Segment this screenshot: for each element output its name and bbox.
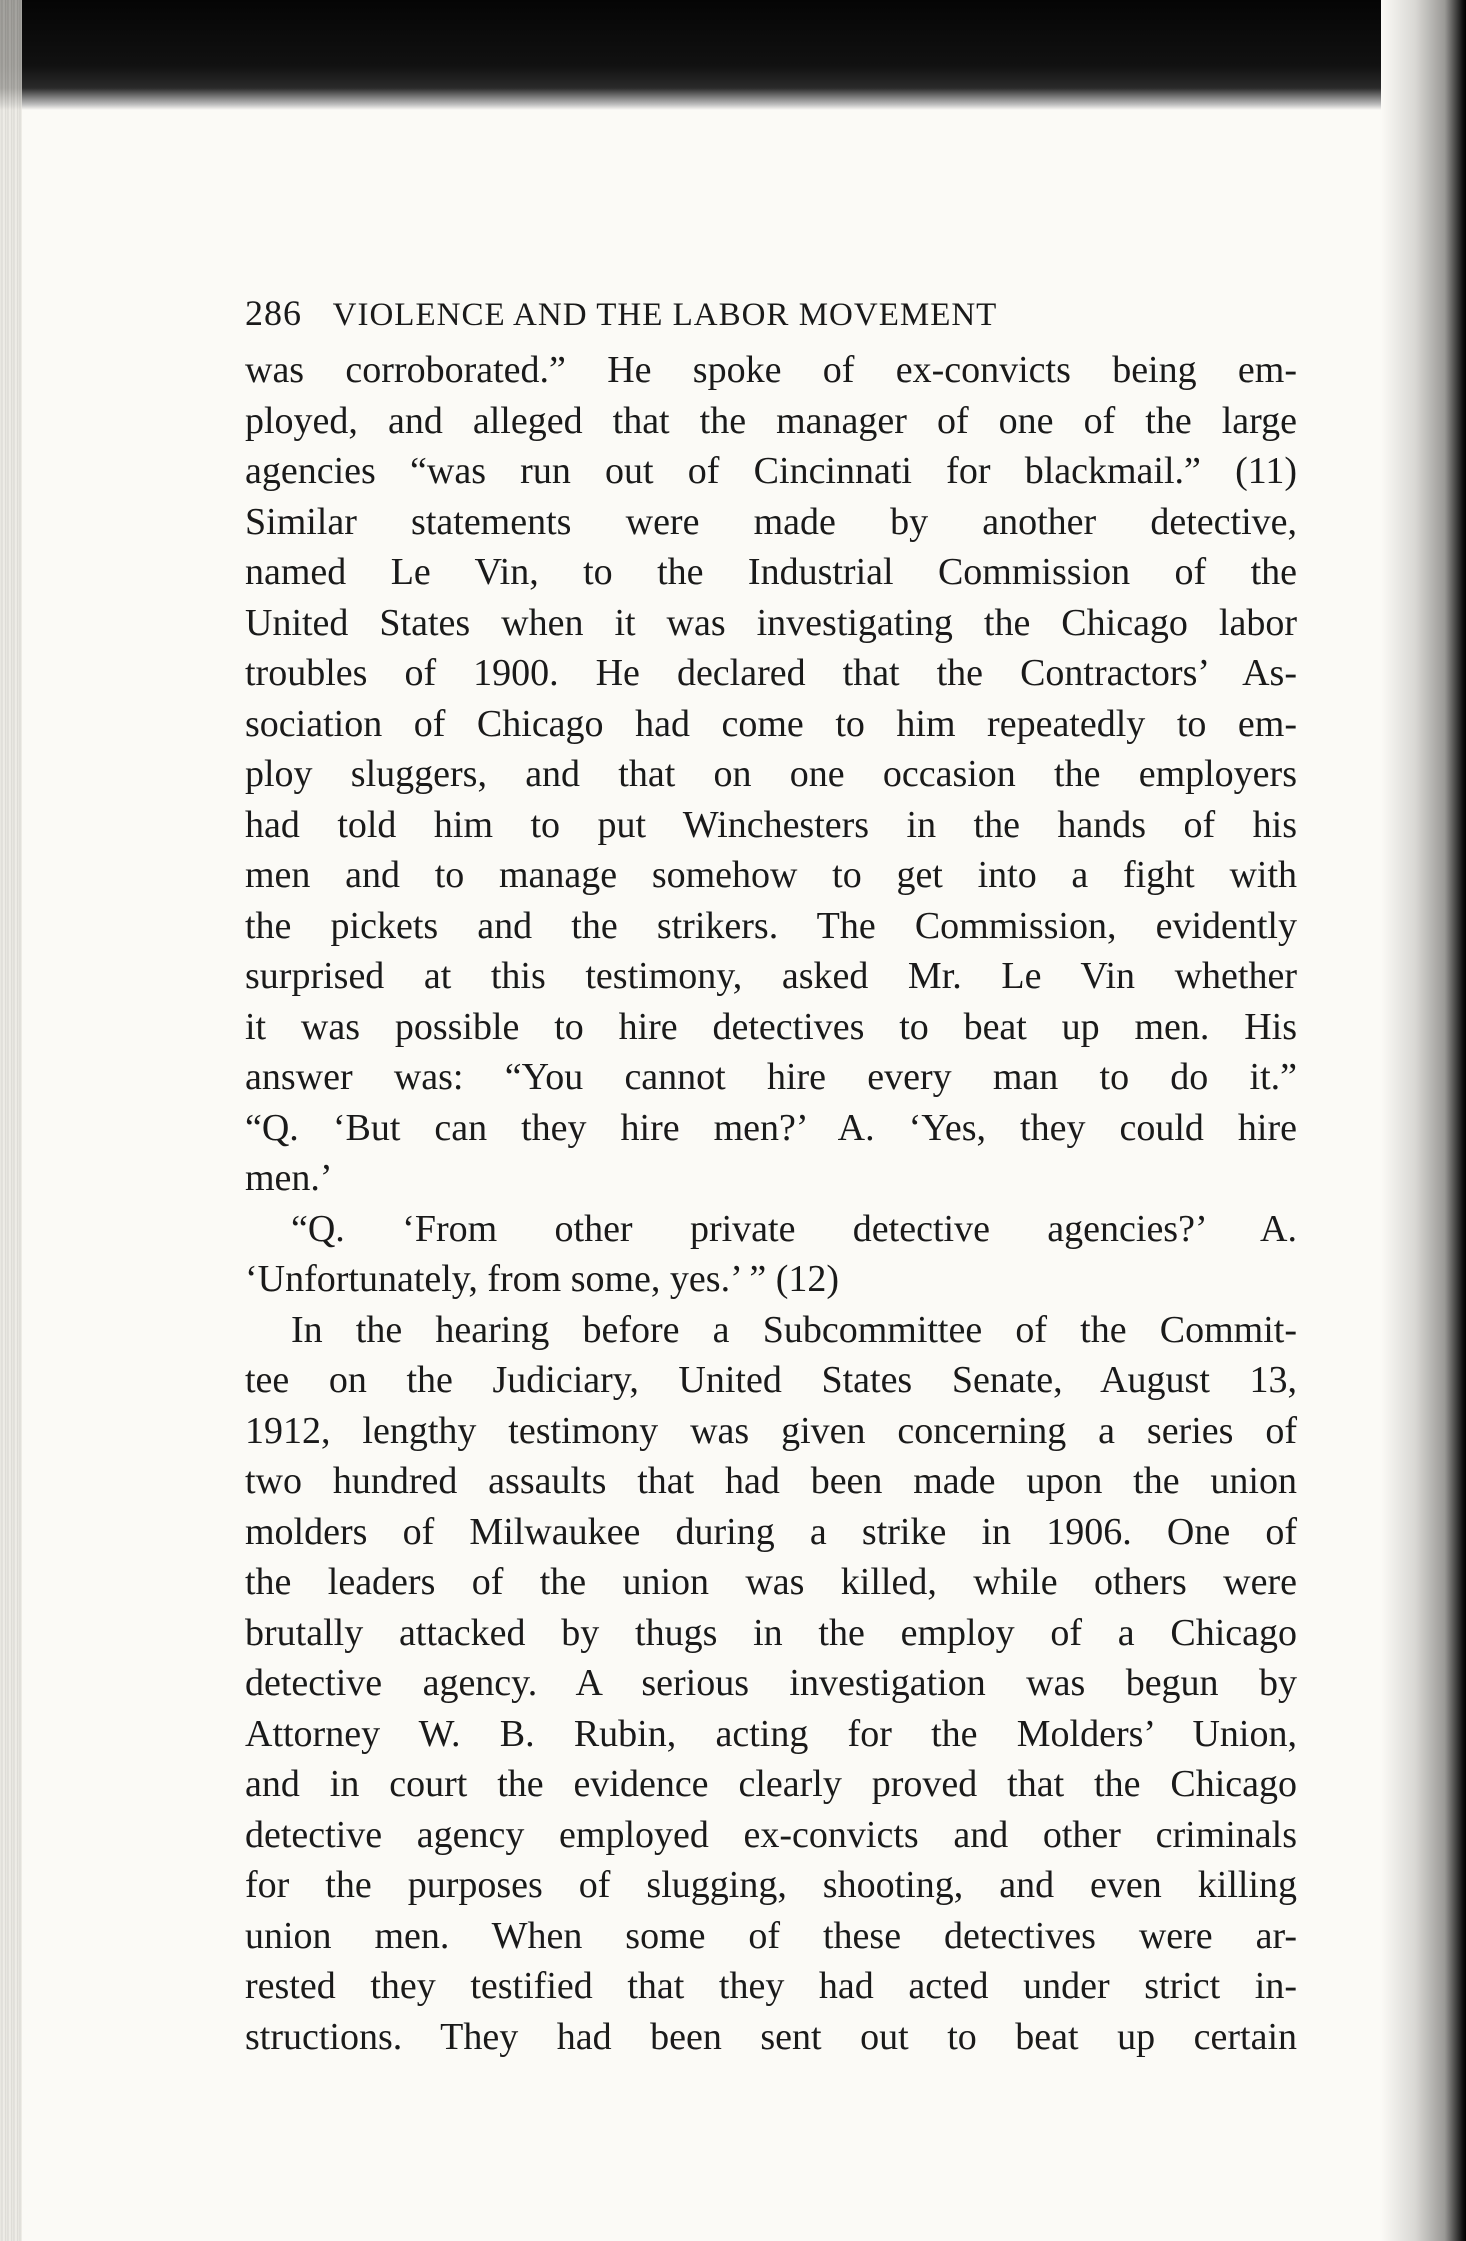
text-line: brutally attacked by thugs in the employ of a Chicago — [245, 1611, 1297, 1654]
running-title: VIOLENCE AND THE LABOR MOVEMENT — [332, 297, 998, 333]
text-line: the leaders of the union was killed, while others were — [245, 1561, 1297, 1603]
text-line: rested they testified that they had acted under strict in- — [245, 1965, 1297, 2007]
text-line: ‘Unfortunately, from some, yes.’ ” (12) — [245, 1258, 840, 1300]
text-line: Similar statements were made by another detective, — [245, 500, 1297, 543]
text-line: molders of Milwaukee during a strike in 1906. One of — [245, 1510, 1297, 1553]
text-line: was corroborated.” He spoke of ex-convicts being em- — [245, 349, 1297, 391]
text-line: ployed, and alleged that the manager of one of the large — [245, 399, 1297, 442]
text-line: detective agency. A serious investigation was begun by — [245, 1662, 1297, 1704]
text-line: troubles of 1900. He declared that the Contractors’ As- — [245, 652, 1297, 694]
text-line: union men. When some of these detectives were ar- — [245, 1914, 1297, 1957]
text-line: and in court the evidence clearly proved that the Chicago — [245, 1763, 1297, 1805]
text-line: United States when it was investigating the Chicago labor — [245, 601, 1297, 644]
text-line: had told him to put Winchesters in the hands of his — [245, 803, 1297, 846]
page-number: 286 — [245, 293, 302, 333]
text-line: In the hearing before a Subcommittee of the Commit- — [291, 1308, 1297, 1351]
body-text — [245, 345, 1297, 2062]
text-line: answer was: “You cannot hire every man to do it.” — [245, 1056, 1297, 1098]
text-line: structions. They had been sent out to beat up certain — [245, 2015, 1297, 2058]
text-line: agencies “was run out of Cincinnati for blackmail.” (11) — [245, 450, 1297, 492]
text-line: “Q. ‘From other private detective agencies?’ A. — [291, 1207, 1297, 1250]
text-line: men and to manage somehow to get into a fight with — [245, 854, 1297, 896]
text-line: named Le Vin, to the Industrial Commission of the — [245, 551, 1297, 593]
scan-shadow-right — [1381, 0, 1466, 2241]
text-line: for the purposes of slugging, shooting, and even killing — [245, 1864, 1297, 1906]
running-header — [245, 292, 1295, 334]
text-line: Attorney W. B. Rubin, acting for the Molders’ Union, — [245, 1712, 1297, 1755]
text-line: 1912, lengthy testimony was given concerning a series of — [245, 1409, 1297, 1452]
text-line: tee on the Judiciary, United States Senate, August 13, — [245, 1359, 1297, 1401]
scan-edge-left — [0, 0, 22, 2241]
text-line: detective agency employed ex-convicts and other criminals — [245, 1813, 1297, 1856]
text-line: the pickets and the strikers. The Commission, evidently — [245, 904, 1297, 947]
text-line: it was possible to hire detectives to beat up men. His — [245, 1005, 1297, 1048]
text-line: surprised at this testimony, asked Mr. Le Vin whether — [245, 955, 1297, 997]
text-line: men.’ — [245, 1157, 333, 1199]
text-line: ploy sluggers, and that on one occasion the employers — [245, 753, 1297, 795]
text-line: two hundred assaults that had been made upon the union — [245, 1460, 1297, 1502]
text-line: “Q. ‘But can they hire men?’ A. ‘Yes, they could hire — [245, 1106, 1297, 1149]
text-line: sociation of Chicago had come to him repeatedly to em- — [245, 702, 1297, 745]
scan-shadow-top — [0, 0, 1466, 110]
